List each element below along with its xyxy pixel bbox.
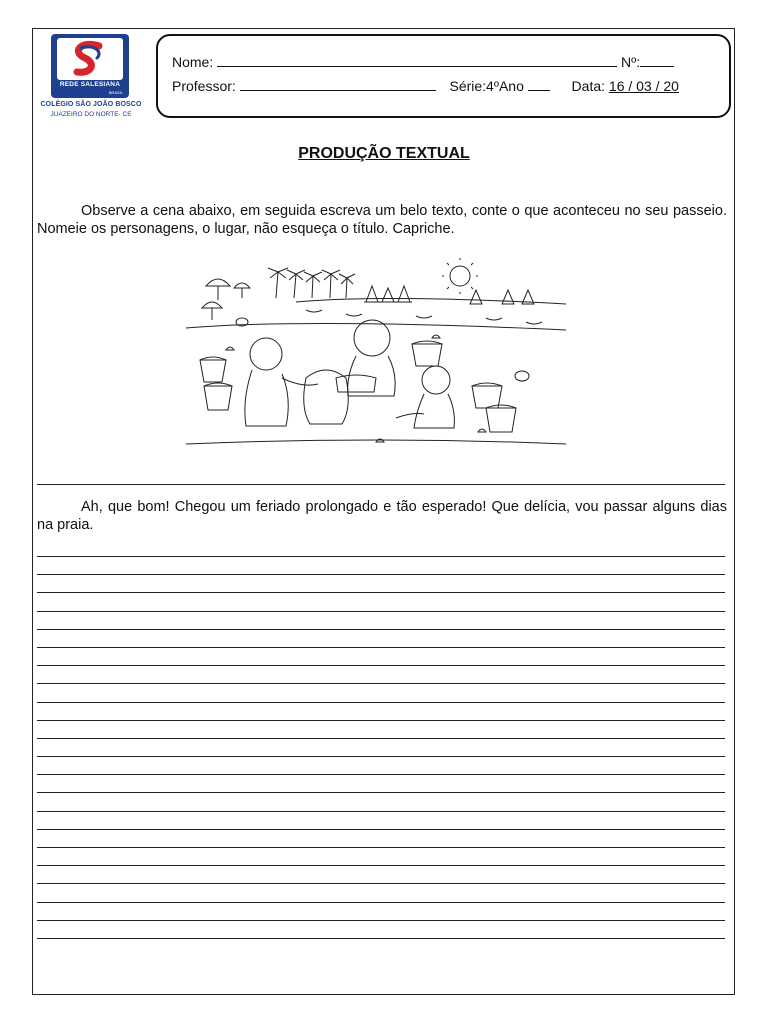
writing-line[interactable] (37, 556, 725, 557)
writing-line[interactable] (37, 938, 725, 939)
writing-line[interactable] (37, 665, 725, 666)
section-divider (37, 484, 725, 485)
page-title: PRODUÇÃO TEXTUAL (298, 145, 470, 162)
writing-line[interactable] (37, 774, 725, 775)
writing-line[interactable] (37, 611, 725, 612)
date-label: Data: (571, 78, 606, 94)
writing-line[interactable] (37, 683, 725, 684)
writing-line[interactable] (37, 702, 725, 703)
writing-line[interactable] (37, 883, 725, 884)
instructions-text: Observe a cena abaixo, em seguida escreva um belo texto, conte o que aconteceu no seu passeio. Nomeie os personagens, o lugar, não esqueça o título. Capriche. (37, 203, 727, 237)
writing-lines[interactable] (37, 556, 725, 956)
name-field[interactable] (217, 53, 617, 67)
writing-line[interactable] (37, 829, 725, 830)
salesian-s-icon (51, 34, 129, 98)
number-label: Nº: (621, 54, 641, 70)
story-start-text: Ah, que bom! Chegou um feriado prolongado e tão esperado! Que delícia, vou passar alguns dias na praia. (37, 499, 727, 533)
grade-field[interactable] (528, 77, 550, 91)
school-city: JUAZEIRO DO NORTE- CE (50, 111, 132, 118)
writing-line[interactable] (37, 920, 725, 921)
date-value: 16 / 03 / 20 (608, 78, 679, 94)
writing-line[interactable] (37, 847, 725, 848)
rede-salesiana-logo (51, 34, 129, 98)
logo-network-text: REDE SALESIANA (59, 81, 121, 88)
writing-line[interactable] (37, 756, 725, 757)
logo-network-sub: BRASIL (108, 90, 123, 95)
writing-line[interactable] (37, 792, 725, 793)
writing-line[interactable] (37, 720, 725, 721)
school-logo (37, 34, 145, 126)
writing-line[interactable] (37, 647, 725, 648)
student-info-box (156, 34, 731, 118)
teacher-field[interactable] (240, 77, 436, 91)
beach-scene-illustration (186, 258, 566, 452)
writing-line[interactable] (37, 629, 725, 630)
palm-trees (268, 268, 355, 298)
writing-line[interactable] (37, 865, 725, 866)
writing-line[interactable] (37, 738, 725, 739)
writing-line[interactable] (37, 902, 725, 903)
teacher-label: Professor: (172, 78, 236, 94)
writing-line[interactable] (37, 574, 725, 575)
number-field[interactable] (640, 53, 674, 67)
school-name: COLÉGIO SÃO JOÃO BOSCO (40, 101, 142, 108)
writing-line[interactable] (37, 592, 725, 593)
writing-line[interactable] (37, 811, 725, 812)
name-label: Nome: (172, 54, 214, 70)
grade-label: Série:4ºAno (449, 78, 524, 94)
